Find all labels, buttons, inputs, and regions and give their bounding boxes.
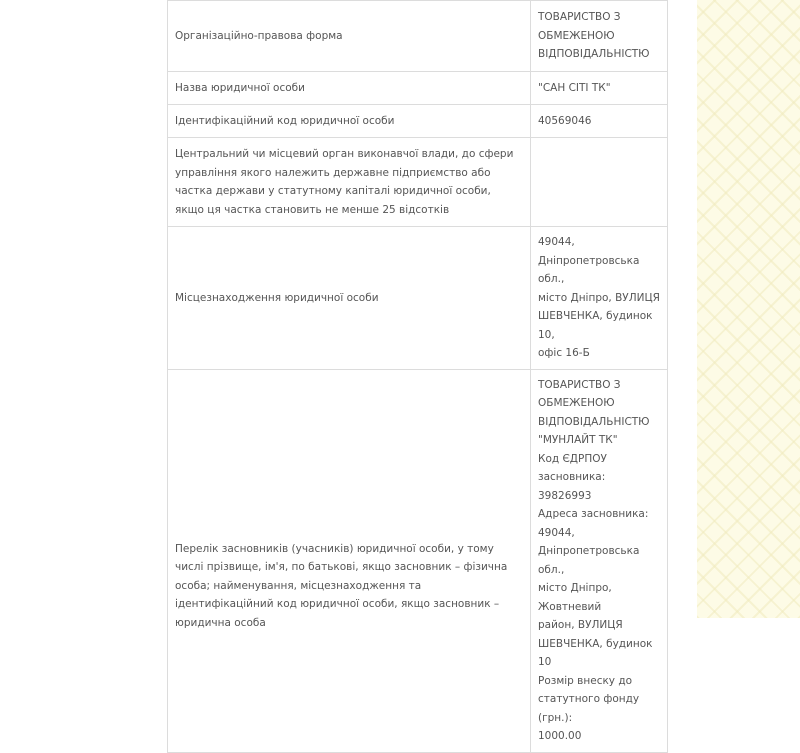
table-row [168,227,668,370]
row-label: Ідентифікаційний код юридичної особи [168,105,531,138]
value-line: ТОВАРИСТВО З [538,11,621,24]
table-row [168,72,668,105]
value-line: Дніпропетровська обл., [538,545,640,576]
value-line: місто Дніпро, ВУЛИЦЯ [538,291,660,304]
row-value [531,227,668,370]
registry-table [167,0,668,753]
value-line: район, ВУЛИЦЯ [538,619,623,631]
value-line: ВІДПОВІДАЛЬНІСТЮ [538,415,650,428]
value-line: 1000.00 [538,730,582,742]
value-line: Дніпропетровська обл., [538,254,640,285]
value-line: ШЕВЧЕНКА, будинок 10 [538,637,653,668]
table-row [168,105,668,138]
value-line: "МУНЛАЙТ ТК" [538,434,618,446]
value-line: ОБМЕЖЕНОЮ [538,29,615,42]
value-line: ТОВАРИСТВО З [538,378,621,391]
row-value [531,105,668,138]
value-line: офіс 16-Б [538,347,590,359]
value-line: "САН СІТІ ТК" [538,81,611,94]
row-label: Місцезнаходження юридичної особи [168,227,531,370]
row-value [531,138,668,227]
value-line: ШЕВЧЕНКА, будинок 10, [538,310,653,341]
row-value [531,1,668,72]
row-label: Організаційно-правова форма [168,1,531,72]
value-line: Адреса засновника: [538,508,649,520]
row-label: Перелік засновників (учасників) юридичної особи, у тому числі прізвище, ім'я, по батькові, якщо засновник – фізична особа; найменування, місцезнаходження та ідентифікаційний код юридичної особи, якщо засновник – юридична особа [168,369,531,752]
value-line: ВІДПОВІДАЛЬНІСТЮ [538,48,650,61]
table-row [168,1,668,72]
value-line: 49044, [538,236,575,248]
table-row [168,138,668,227]
value-line: Код ЄДРПОУ засновника: [538,452,607,483]
value-line: статутного фонду (грн.): [538,693,640,724]
value-line: 39826993 [538,489,592,502]
row-label: Назва юридичної особи [168,72,531,105]
value-line: місто Дніпро, Жовтневий [538,582,612,613]
table-row [168,369,668,752]
value-line: 40569046 [538,114,592,127]
row-value [531,369,668,752]
value-line: Розмір внеску до [538,674,633,687]
value-line: 49044, [538,526,575,539]
background-pattern [697,0,800,618]
value-line: ОБМЕЖЕНОЮ [538,397,615,409]
row-value [531,72,668,105]
row-label: Центральний чи місцевий орган виконавчої влади, до сфери управління якого належить державне підприємство або частка держави у статутному капіталі юридичної особи, якщо ця частка становить не менше 25 відсотків [168,138,531,227]
